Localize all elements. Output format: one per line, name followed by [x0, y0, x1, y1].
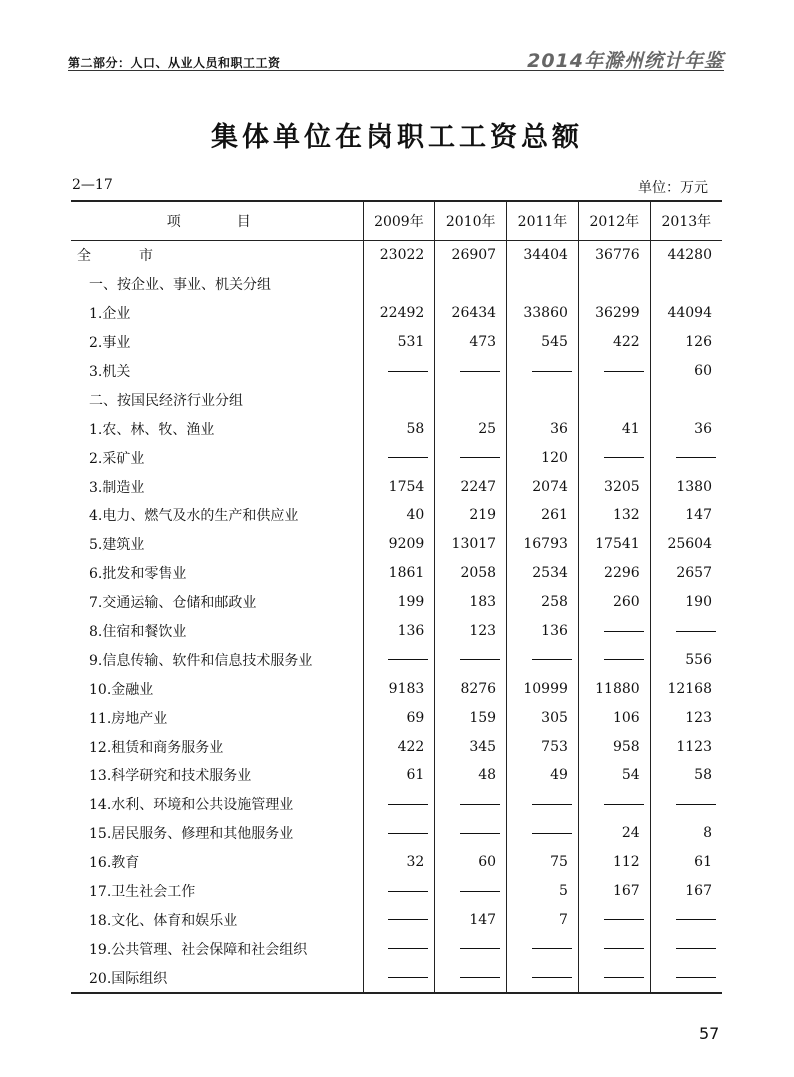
- no-data-dash: [435, 357, 507, 386]
- table-row: [71, 501, 722, 530]
- row-label: 10.金融业: [89, 681, 154, 698]
- table-row: [71, 270, 722, 299]
- table-row: [71, 645, 722, 674]
- value-cell: 44094: [650, 299, 722, 328]
- no-data-dash: [435, 877, 507, 906]
- table-body: [71, 241, 722, 994]
- value-cell: 167: [578, 877, 650, 906]
- no-data-dash: [507, 963, 579, 993]
- no-data-dash: [650, 905, 722, 934]
- table-row: [71, 385, 722, 414]
- value-cell: [363, 270, 435, 299]
- no-data-dash: [363, 443, 435, 472]
- table-header-row: [71, 201, 722, 241]
- dash-mark: [604, 919, 644, 920]
- value-cell: [578, 385, 650, 414]
- row-label: 全市: [77, 248, 201, 265]
- value-cell: [650, 385, 722, 414]
- value-cell: 112: [578, 848, 650, 877]
- value-cell: 958: [578, 732, 650, 761]
- value-cell: 34404: [507, 241, 579, 270]
- no-data-dash: [435, 443, 507, 472]
- table-row: [71, 357, 722, 386]
- value-cell: [435, 270, 507, 299]
- value-cell: 36299: [578, 299, 650, 328]
- header-rule: [68, 70, 724, 71]
- year-column-header: 2009年: [363, 201, 435, 241]
- table-number: 2—17: [72, 177, 113, 193]
- no-data-dash: [507, 790, 579, 819]
- row-label: 二、按国民经济行业分组: [89, 392, 243, 409]
- dash-mark: [388, 659, 428, 660]
- no-data-dash: [363, 819, 435, 848]
- value-cell: 159: [435, 703, 507, 732]
- value-cell: 40: [363, 501, 435, 530]
- value-cell: 260: [578, 588, 650, 617]
- value-cell: 69: [363, 703, 435, 732]
- value-cell: 61: [363, 761, 435, 790]
- table-row: [71, 617, 722, 646]
- value-cell: 26434: [435, 299, 507, 328]
- value-cell: 123: [650, 703, 722, 732]
- row-label: 15.居民服务、修理和其他服务业: [89, 826, 294, 843]
- dash-mark: [388, 919, 428, 920]
- value-cell: 1754: [363, 472, 435, 501]
- value-cell: [650, 270, 722, 299]
- value-cell: 54: [578, 761, 650, 790]
- value-cell: 126: [650, 328, 722, 357]
- yearbook-title: 2014年滁州统计年鉴: [527, 50, 724, 72]
- value-cell: 132: [578, 501, 650, 530]
- value-cell: 9209: [363, 530, 435, 559]
- value-cell: 190: [650, 588, 722, 617]
- dash-mark: [676, 919, 716, 920]
- dash-mark: [460, 977, 500, 978]
- table-row: [71, 848, 722, 877]
- dash-mark: [604, 948, 644, 949]
- dash-mark: [676, 977, 716, 978]
- table-row: [71, 703, 722, 732]
- value-cell: 26907: [435, 241, 507, 270]
- year-column-header: 2010年: [435, 201, 507, 241]
- value-cell: 8276: [435, 674, 507, 703]
- unit-label: 单位：万元: [638, 180, 708, 196]
- no-data-dash: [578, 617, 650, 646]
- year-column-header: 2012年: [578, 201, 650, 241]
- no-data-dash: [363, 934, 435, 963]
- table-row: [71, 559, 722, 588]
- dash-mark: [388, 977, 428, 978]
- no-data-dash: [578, 443, 650, 472]
- value-cell: 345: [435, 732, 507, 761]
- table-row: [71, 877, 722, 906]
- row-label: 4.电力、燃气及水的生产和供应业: [89, 508, 299, 525]
- row-label: 18.文化、体育和娱乐业: [89, 912, 238, 929]
- value-cell: 61: [650, 848, 722, 877]
- value-cell: 17541: [578, 530, 650, 559]
- dash-mark: [676, 948, 716, 949]
- dash-mark: [532, 659, 572, 660]
- row-label: 3.机关: [89, 364, 131, 380]
- value-cell: 36776: [578, 241, 650, 270]
- running-head: [68, 44, 724, 74]
- value-cell: 147: [435, 905, 507, 934]
- page-number: 57: [699, 1024, 720, 1043]
- dash-mark: [532, 804, 572, 805]
- value-cell: 60: [650, 357, 722, 386]
- row-label: 19.公共管理、社会保障和社会组织: [89, 941, 308, 958]
- no-data-dash: [435, 963, 507, 993]
- year-column-header: 2011年: [507, 201, 579, 241]
- value-cell: 2534: [507, 559, 579, 588]
- dash-mark: [604, 804, 644, 805]
- row-label: 1.农、林、牧、渔业: [89, 421, 215, 438]
- value-cell: 545: [507, 328, 579, 357]
- no-data-dash: [650, 617, 722, 646]
- dash-mark: [604, 977, 644, 978]
- value-cell: 23022: [363, 241, 435, 270]
- no-data-dash: [578, 357, 650, 386]
- value-cell: 120: [507, 443, 579, 472]
- row-label: 11.房地产业: [89, 710, 168, 727]
- value-cell: 36: [650, 414, 722, 443]
- value-cell: 3205: [578, 472, 650, 501]
- table-row: [71, 905, 722, 934]
- table-row: [71, 299, 722, 328]
- no-data-dash: [435, 819, 507, 848]
- value-cell: 7: [507, 905, 579, 934]
- dash-mark: [460, 371, 500, 372]
- row-label: 2.事业: [89, 335, 131, 352]
- dash-mark: [388, 948, 428, 949]
- value-cell: 12168: [650, 674, 722, 703]
- no-data-dash: [363, 963, 435, 993]
- value-cell: 1123: [650, 732, 722, 761]
- no-data-dash: [363, 877, 435, 906]
- value-cell: 2657: [650, 559, 722, 588]
- dash-mark: [676, 631, 716, 632]
- dash-mark: [388, 371, 428, 372]
- dash-mark: [460, 891, 500, 892]
- value-cell: 147: [650, 501, 722, 530]
- table-row: [71, 530, 722, 559]
- value-cell: 183: [435, 588, 507, 617]
- no-data-dash: [507, 819, 579, 848]
- dash-mark: [676, 804, 716, 805]
- table-row: [71, 934, 722, 963]
- no-data-dash: [435, 790, 507, 819]
- value-cell: 422: [363, 732, 435, 761]
- no-data-dash: [650, 790, 722, 819]
- no-data-dash: [363, 905, 435, 934]
- row-label: 2.采矿业: [89, 450, 145, 467]
- value-cell: 11880: [578, 674, 650, 703]
- dash-mark: [388, 891, 428, 892]
- no-data-dash: [507, 357, 579, 386]
- dash-mark: [532, 948, 572, 949]
- dash-mark: [604, 371, 644, 372]
- value-cell: 60: [435, 848, 507, 877]
- value-cell: 8: [650, 819, 722, 848]
- value-cell: 258: [507, 588, 579, 617]
- table-row: [71, 414, 722, 443]
- row-label: 7.交通运输、仓储和邮政业: [89, 595, 257, 612]
- value-cell: 25: [435, 414, 507, 443]
- no-data-dash: [363, 645, 435, 674]
- no-data-dash: [435, 934, 507, 963]
- no-data-dash: [578, 905, 650, 934]
- row-label: 5.建筑业: [89, 537, 145, 554]
- no-data-dash: [363, 790, 435, 819]
- value-cell: 44280: [650, 241, 722, 270]
- table-row: [71, 472, 722, 501]
- value-cell: 2296: [578, 559, 650, 588]
- value-cell: 199: [363, 588, 435, 617]
- row-label: 9.信息传输、软件和信息技术服务业: [89, 652, 313, 669]
- table-row: [71, 761, 722, 790]
- row-label: 8.住宿和餐饮业: [89, 624, 187, 641]
- value-cell: 1380: [650, 472, 722, 501]
- table-row: [71, 732, 722, 761]
- wage-table: [71, 200, 722, 994]
- no-data-dash: [507, 645, 579, 674]
- no-data-dash: [578, 645, 650, 674]
- no-data-dash: [650, 443, 722, 472]
- value-cell: [507, 385, 579, 414]
- value-cell: 136: [363, 617, 435, 646]
- dash-mark: [460, 804, 500, 805]
- value-cell: 10999: [507, 674, 579, 703]
- row-label: 17.卫生社会工作: [89, 884, 196, 901]
- dash-mark: [532, 977, 572, 978]
- value-cell: 16793: [507, 530, 579, 559]
- section-title: 第二部分：人口、从业人员和职工工资: [68, 56, 281, 70]
- no-data-dash: [578, 934, 650, 963]
- dash-mark: [604, 631, 644, 632]
- value-cell: 2074: [507, 472, 579, 501]
- value-cell: 9183: [363, 674, 435, 703]
- page-title: 集体单位在岗职工工资总额: [211, 122, 583, 153]
- value-cell: 136: [507, 617, 579, 646]
- dash-mark: [604, 457, 644, 458]
- dash-mark: [388, 833, 428, 834]
- value-cell: 58: [650, 761, 722, 790]
- dash-mark: [676, 457, 716, 458]
- table-row: [71, 819, 722, 848]
- value-cell: 261: [507, 501, 579, 530]
- value-cell: 13017: [435, 530, 507, 559]
- value-cell: 48: [435, 761, 507, 790]
- value-cell: 5: [507, 877, 579, 906]
- value-cell: 2247: [435, 472, 507, 501]
- value-cell: 22492: [363, 299, 435, 328]
- year-column-header: 2013年: [650, 201, 722, 241]
- value-cell: 24: [578, 819, 650, 848]
- value-cell: [578, 270, 650, 299]
- dash-mark: [388, 804, 428, 805]
- table-row: [71, 588, 722, 617]
- no-data-dash: [650, 963, 722, 993]
- no-data-dash: [435, 645, 507, 674]
- value-cell: 2058: [435, 559, 507, 588]
- value-cell: 33860: [507, 299, 579, 328]
- value-cell: 422: [578, 328, 650, 357]
- row-label: 16.教育: [89, 855, 140, 872]
- value-cell: [435, 385, 507, 414]
- value-cell: 753: [507, 732, 579, 761]
- row-label: 14.水利、环境和公共设施管理业: [89, 797, 294, 814]
- value-cell: 123: [435, 617, 507, 646]
- value-cell: 41: [578, 414, 650, 443]
- value-cell: 75: [507, 848, 579, 877]
- value-cell: 36: [507, 414, 579, 443]
- table-row: [71, 328, 722, 357]
- value-cell: 25604: [650, 530, 722, 559]
- dash-mark: [460, 659, 500, 660]
- table-row: [71, 963, 722, 993]
- table-row: [71, 443, 722, 472]
- value-cell: 473: [435, 328, 507, 357]
- dash-mark: [532, 371, 572, 372]
- dash-mark: [388, 457, 428, 458]
- row-label: 6.批发和零售业: [89, 566, 187, 583]
- dash-mark: [460, 948, 500, 949]
- value-cell: 219: [435, 501, 507, 530]
- value-cell: 32: [363, 848, 435, 877]
- value-cell: [363, 385, 435, 414]
- value-cell: 167: [650, 877, 722, 906]
- no-data-dash: [507, 934, 579, 963]
- value-cell: 49: [507, 761, 579, 790]
- no-data-dash: [650, 934, 722, 963]
- table-row: [71, 674, 722, 703]
- row-label: 20.国际组织: [71, 963, 363, 993]
- table-row: [71, 790, 722, 819]
- dash-mark: [604, 659, 644, 660]
- dash-mark: [532, 833, 572, 834]
- dash-mark: [460, 833, 500, 834]
- row-label: 12.租赁和商务服务业: [89, 739, 224, 756]
- value-cell: 106: [578, 703, 650, 732]
- row-label: 1.企业: [89, 306, 131, 323]
- table-row: [71, 241, 722, 270]
- value-cell: 556: [650, 645, 722, 674]
- row-label: 13.科学研究和技术服务业: [89, 768, 252, 785]
- value-cell: 305: [507, 703, 579, 732]
- no-data-dash: [578, 790, 650, 819]
- dash-mark: [460, 457, 500, 458]
- no-data-dash: [363, 357, 435, 386]
- value-cell: 58: [363, 414, 435, 443]
- row-label: 一、按企业、事业、机关分组: [89, 277, 271, 294]
- item-column-header: 项目: [71, 201, 363, 241]
- value-cell: 531: [363, 328, 435, 357]
- no-data-dash: [578, 963, 650, 993]
- value-cell: 1861: [363, 559, 435, 588]
- value-cell: [507, 270, 579, 299]
- row-label: 3.制造业: [89, 479, 145, 496]
